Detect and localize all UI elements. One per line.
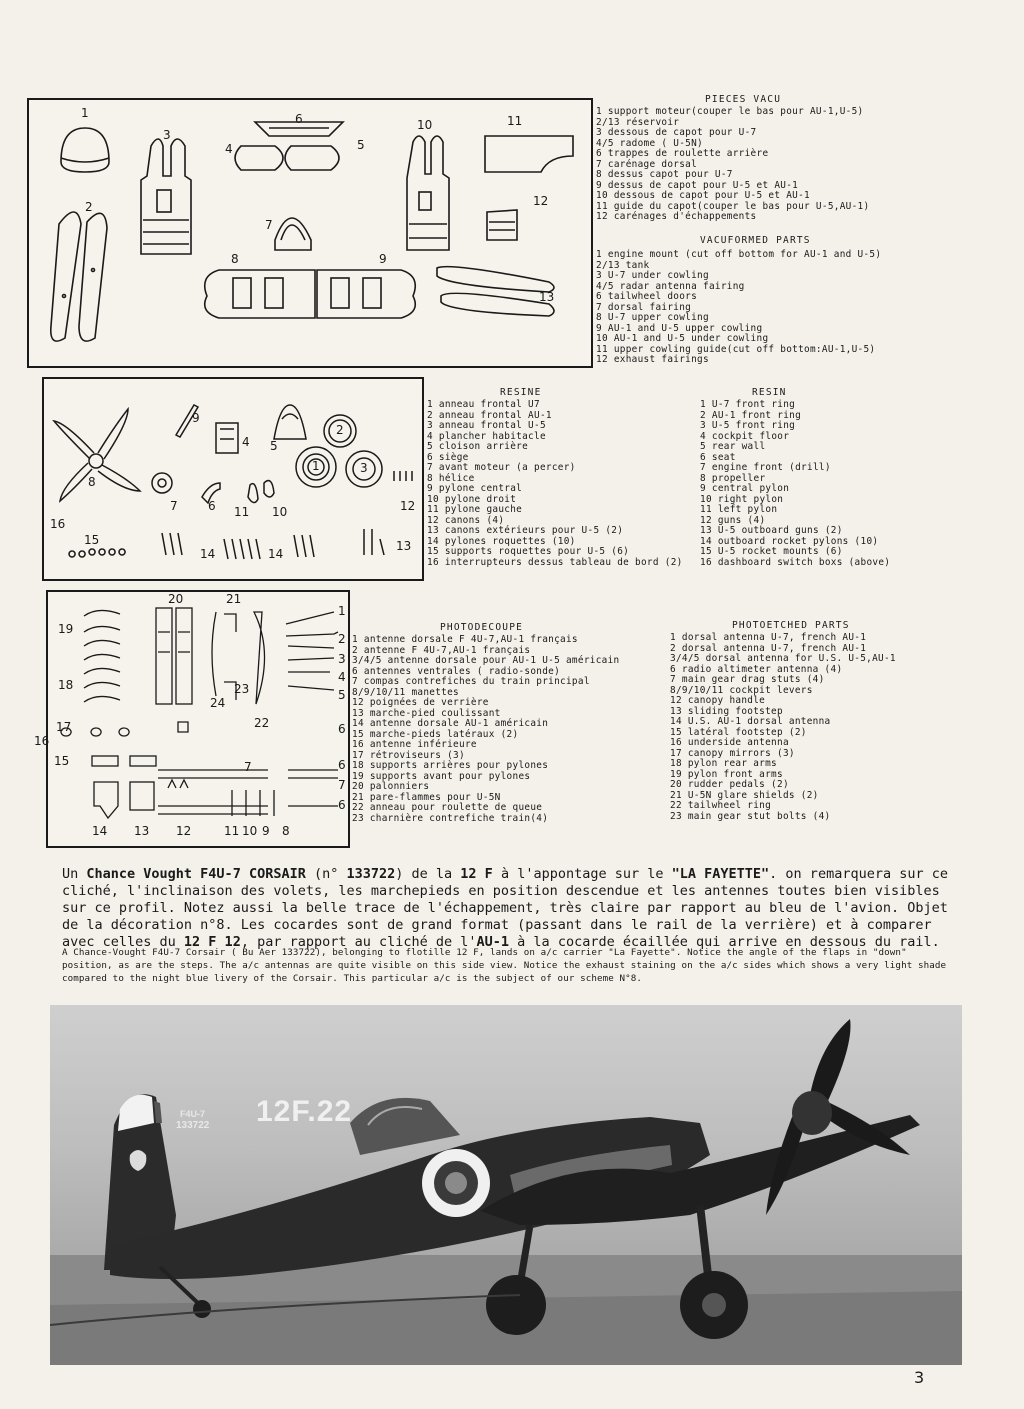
parts-list-item: 1 anneau frontal U7 (427, 399, 540, 410)
parts-list-item: 13 sliding footstep (670, 705, 783, 717)
parts-list-item: 6 siège (427, 451, 469, 463)
resin-number: 5 (270, 439, 278, 453)
parts-list-item: 8 hélice (427, 472, 475, 484)
parts-list-item: 6 trappes de roulette arrière (596, 148, 769, 159)
parts-list-item: 11 left pylon (700, 504, 778, 515)
pe-number: 15 (54, 754, 70, 768)
parts-list-item: 15 latéral footstep (2) (670, 726, 807, 738)
parts-list-item: 4 cockpit floor (700, 430, 790, 442)
parts-list-item: 2 dorsal antenna U-7, french AU-1 (670, 642, 867, 654)
resin-list-en (700, 400, 890, 568)
parts-list-item: 22 tailwheel ring (670, 800, 772, 811)
parts-list-item: 2 anneau frontal AU-1 (427, 409, 552, 421)
photoetch-parts-drawing (48, 592, 348, 846)
parts-list-item: 16 dashboard switch boxs (above) (700, 556, 891, 568)
parts-list-item: 13 canons extérieurs pour U-5 (2) (427, 525, 624, 536)
pe-number: 10 (242, 824, 258, 838)
parts-list-item: 1 U-7 front ring (700, 399, 796, 410)
pe-number: 17 (56, 720, 72, 734)
parts-list-item: 3 U-7 under cowling (596, 270, 709, 281)
vacu-number: 10 (417, 118, 433, 132)
resin-number: 3 (360, 461, 368, 475)
parts-list-item: 2/13 réservoir (596, 116, 680, 128)
pe-number: 2 (338, 632, 346, 646)
resin-number: 9 (192, 411, 200, 425)
parts-list-item: 9 pylone central (427, 483, 523, 494)
vacu-list-en (596, 250, 881, 366)
vacu-number: 9 (379, 252, 387, 266)
parts-list-item: 11 pylone gauche (427, 504, 523, 515)
parts-list-item: 19 supports avant pour pylones (352, 770, 531, 782)
pe-number: 9 (262, 824, 270, 838)
vacu-number: 1 (81, 106, 89, 120)
parts-list-item: 23 main gear stut bolts (4) (670, 810, 831, 822)
parts-list-item: 20 rudder pedals (2) (670, 779, 789, 790)
vacu-number: 4 (225, 142, 233, 156)
corsair-photo (50, 1005, 962, 1365)
vacu-heading-en: VACUFORMED PARTS (700, 235, 811, 246)
photoetch-heading-en: PHOTOETCHED PARTS (732, 620, 850, 631)
tail-serial-number: 133722 (176, 1120, 210, 1131)
parts-list-item: 18 pylon rear arms (670, 758, 777, 769)
resin-number: 13 (396, 539, 412, 553)
parts-list-item: 4 plancher habitacle (427, 430, 546, 442)
parts-list-item: 3/4/5 antenne dorsale pour AU-1 U-5 américain (352, 655, 620, 666)
pe-number: 8 (282, 824, 290, 838)
parts-list-item: 12 carénages d'échappements (596, 211, 757, 222)
pe-number: 14 (92, 824, 108, 838)
parts-list-item: 20 palonniers (352, 781, 430, 792)
resin-number: 14 (200, 547, 216, 561)
parts-list-item: 8/9/10/11 cockpit levers (670, 684, 813, 696)
vacu-number: 13 (539, 290, 555, 304)
caption-fr-aircraft: Chance Vought F4U-7 CORSAIR (86, 866, 306, 882)
resin-parts-drawing (44, 379, 422, 579)
vacu-number: 6 (295, 112, 303, 126)
parts-list-item: 3 U-5 front ring (700, 420, 796, 431)
corsair-photo-drawing (50, 1005, 962, 1365)
resin-heading-en: RESIN (752, 387, 787, 398)
caption-fr-text: , par rapport au cliché de l' (240, 934, 477, 950)
resin-list-fr (427, 400, 683, 568)
tail-serial-type: F4U-7 (180, 1109, 206, 1119)
parts-list-item: 6 tailwheel doors (596, 291, 698, 302)
pe-number: 7 (244, 760, 252, 774)
vacu-list-fr (596, 107, 869, 223)
page-number: 3 (914, 1368, 925, 1387)
vacu-number: 5 (357, 138, 365, 152)
resin-number: 7 (170, 499, 178, 513)
pe-number: 1 (338, 604, 346, 618)
resin-number: 8 (88, 475, 96, 489)
pe-number: 20 (168, 592, 184, 606)
resin-number: 12 (400, 499, 416, 513)
caption-fr-unit-2: 12 F 12 (183, 934, 241, 950)
parts-list-item: 9 central pylon (700, 483, 790, 494)
parts-list-item: 7 avant moteur (a percer) (427, 462, 576, 473)
parts-list-item: 8 propeller (700, 472, 766, 484)
parts-list-item: 14 outboard rocket pylons (10) (700, 535, 879, 547)
pe-number: 16 (34, 734, 50, 748)
caption-french (62, 866, 962, 951)
caption-fr-text: à l'appontage sur le (492, 866, 672, 882)
vacuform-parts-drawing (29, 100, 591, 366)
parts-list-item: 15 U-5 rocket mounts (6) (700, 546, 843, 557)
parts-list-item: 13 U-5 outboard guns (2) (700, 525, 843, 536)
photoetch-parts-panel (34, 590, 350, 848)
parts-list-item: 7 engine front (drill) (700, 462, 831, 473)
parts-list-item: 14 U.S. AU-1 dorsal antenna (670, 716, 831, 727)
vacuform-parts-panel (27, 98, 593, 368)
resin-number: 2 (336, 423, 344, 437)
parts-list-item: 23 charnière contrefiche train(4) (352, 812, 549, 824)
parts-list-item: 12 canopy handle (670, 695, 766, 706)
caption-fr-text: . on remarquera sur ce cliché, l'inclinaison des volets, les marchepieds en position descendue et les antennes toutes bien visibles sur ce profil. Notez aussi la belle trace de l'échappement, très claire par rapport au bleu de l'avion. Objet de la décoration n°8. Les cocardes sont de grand format (passant dans le rail de la verrière) et à comparer avec celles du (62, 866, 948, 950)
caption-fr-unit: 12 F (460, 866, 493, 882)
photoetch-list-en (670, 633, 896, 822)
resin-parts-panel (42, 377, 424, 581)
parts-list-item: 6 antennes ventrales ( radio-sonde) (352, 665, 561, 677)
parts-list-item: 10 dessous de capot pour U-5 et AU-1 (596, 190, 810, 201)
pe-number: 3 (338, 652, 346, 666)
parts-list-item: 10 pylone droit (427, 493, 517, 505)
parts-list-item: 17 canopy mirrors (3) (670, 747, 795, 759)
caption-english: A Chance-Vought F4U-7 Corsair ( Bu Aer 133722), belonging to flotille 12 F, lands on a/c carrier "La Fayette". Notice the angle of the flaps in "down" position, as are the steps. The a/c antennas are quite visible on this side view. Notice the exhaust staining on the a/c sides which shows a very light shade compared to the night blue livery of the Corsair. This particular a/c is the subject of our scheme N°8. (62, 947, 947, 984)
parts-list-item: 8 U-7 upper cowling (596, 312, 709, 323)
parts-list-item: 9 dessus de capot pour U-5 et AU-1 (596, 179, 799, 191)
caption-fr-serial: 133722 (346, 866, 396, 882)
parts-list-item: 12 guns (4) (700, 514, 766, 526)
photoetch-heading-fr: PHOTODECOUPE (440, 622, 524, 633)
pe-number: 18 (58, 678, 74, 692)
parts-list-item: 7 main gear drag stuts (4) (670, 674, 825, 685)
parts-list-item: 2/13 tank (596, 259, 650, 271)
pe-number: 6 (338, 722, 346, 736)
parts-list-item: 11 guide du capot(couper le bas pour U-5,AU-1) (596, 200, 870, 212)
parts-list-item: 17 rétroviseurs (3) (352, 749, 465, 761)
parts-list-item: 16 interrupteurs dessus tableau de bord (2) (427, 556, 683, 568)
parts-list-item: 3/4/5 dorsal antenna for U.S. U-5,AU-1 (670, 653, 896, 664)
parts-list-item: 12 poignées de verrière (352, 697, 489, 708)
parts-list-item: 11 upper cowling guide(cut off bottom:AU-1,U-5) (596, 343, 876, 355)
caption-fr-au1: AU-1 (476, 934, 510, 950)
resin-number: 6 (208, 499, 216, 513)
pe-number: 23 (234, 682, 250, 696)
parts-list-item: 3 anneau frontal U-5 (427, 420, 546, 431)
vacu-number: 7 (265, 218, 273, 232)
photoetch-list-fr (352, 635, 620, 824)
parts-list-item: 1 dorsal antenna U-7, french AU-1 (670, 632, 867, 643)
pe-number: 6 (338, 798, 346, 812)
caption-fr-text: à la cocarde écaillée qui arrive en dessous du rail. (509, 934, 940, 950)
pe-number: 24 (210, 696, 226, 710)
parts-list-item: 6 seat (700, 451, 736, 463)
parts-list-item: 21 pare-flammes pour U-5N (352, 791, 501, 803)
parts-list-item: 5 cloison arrière (427, 441, 529, 452)
resin-number: 4 (242, 435, 250, 449)
parts-list-item: 18 supports arrières pour pylones (352, 760, 549, 771)
pe-number: 4 (338, 670, 346, 684)
parts-list-item: 14 antenne dorsale AU-1 américain (352, 718, 549, 729)
parts-list-item: 3 dessous de capot pour U-7 (596, 127, 757, 138)
parts-list-item: 1 support moteur(couper le bas pour AU-1,U-5) (596, 106, 864, 117)
parts-list-item: 4/5 radar antenna fairing (596, 280, 745, 292)
parts-list-item: 5 rear wall (700, 441, 766, 452)
pe-number: 22 (254, 716, 270, 730)
caption-fr-ship: "LA FAYETTE" (671, 866, 770, 882)
resin-number: 14 (268, 547, 284, 561)
parts-list-item: 15 marche-pieds latéraux (2) (352, 728, 519, 740)
parts-list-item: 4/5 radome ( U-5N) (596, 137, 703, 149)
pe-number: 7 (338, 778, 346, 792)
pe-number: 19 (58, 622, 74, 636)
parts-list-item: 1 antenne dorsale F 4U-7,AU-1 français (352, 634, 578, 645)
parts-list-item: 10 AU-1 and U-5 under cowling (596, 333, 769, 344)
parts-list-item: 7 dorsal fairing (596, 301, 692, 313)
caption-fr-text: ) de la (395, 866, 461, 882)
parts-list-item: 7 compas contrefiches du train principal (352, 676, 590, 687)
parts-list-item: 16 underside antenna (670, 737, 789, 748)
vacu-number: 11 (507, 114, 523, 128)
caption-fr-text: Un (62, 866, 87, 882)
parts-list-item: 6 radio altimeter antenna (4) (670, 663, 843, 675)
pe-number: 12 (176, 824, 192, 838)
pe-number: 21 (226, 592, 242, 606)
vacu-number: 3 (163, 128, 171, 142)
vacu-number: 12 (533, 194, 549, 208)
pe-number: 11 (224, 824, 240, 838)
pe-number: 5 (338, 688, 346, 702)
vacu-number: 8 (231, 252, 239, 266)
parts-list-item: 16 antenne inférieure (352, 739, 477, 750)
parts-list-item: 2 AU-1 front ring (700, 409, 802, 421)
parts-list-item: 15 supports roquettes pour U-5 (6) (427, 546, 630, 557)
resin-number: 16 (50, 517, 66, 531)
parts-list-item: 7 carénage dorsal (596, 158, 698, 170)
vacu-heading-fr: PIECES VACU (705, 94, 782, 105)
parts-list-item: 9 AU-1 and U-5 upper cowling (596, 322, 763, 334)
parts-list-item: 19 pylon front arms (670, 768, 783, 780)
resin-number: 1 (312, 459, 320, 473)
parts-list-item: 21 U-5N glare shields (2) (670, 789, 819, 801)
parts-list-item: 12 exhaust fairings (596, 354, 709, 365)
resin-heading-fr: RESINE (500, 387, 542, 398)
pe-number: 6 (338, 758, 346, 772)
resin-number: 11 (234, 505, 250, 519)
fuselage-code: 12F.22 (256, 1095, 353, 1128)
resin-number: 15 (84, 533, 100, 547)
parts-list-item: 22 anneau pour roulette de queue (352, 802, 543, 813)
parts-list-item: 12 canons (4) (427, 514, 505, 526)
pe-number: 13 (134, 824, 150, 838)
resin-number: 10 (272, 505, 288, 519)
vacu-number: 2 (85, 200, 93, 214)
caption-fr-text: (n° (305, 866, 347, 882)
parts-list-item: 2 antenne F 4U-7,AU-1 français (352, 644, 531, 656)
parts-list-item: 8/9/10/11 manettes (352, 686, 459, 698)
parts-list-item: 1 engine mount (cut off bottom for AU-1 and U-5) (596, 249, 882, 260)
parts-list-item: 13 marche-pied coulissant (352, 707, 501, 719)
parts-list-item: 14 pylones roquettes (10) (427, 535, 576, 547)
parts-list-item: 8 dessus capot pour U-7 (596, 169, 733, 180)
parts-list-item: 10 right pylon (700, 493, 784, 505)
